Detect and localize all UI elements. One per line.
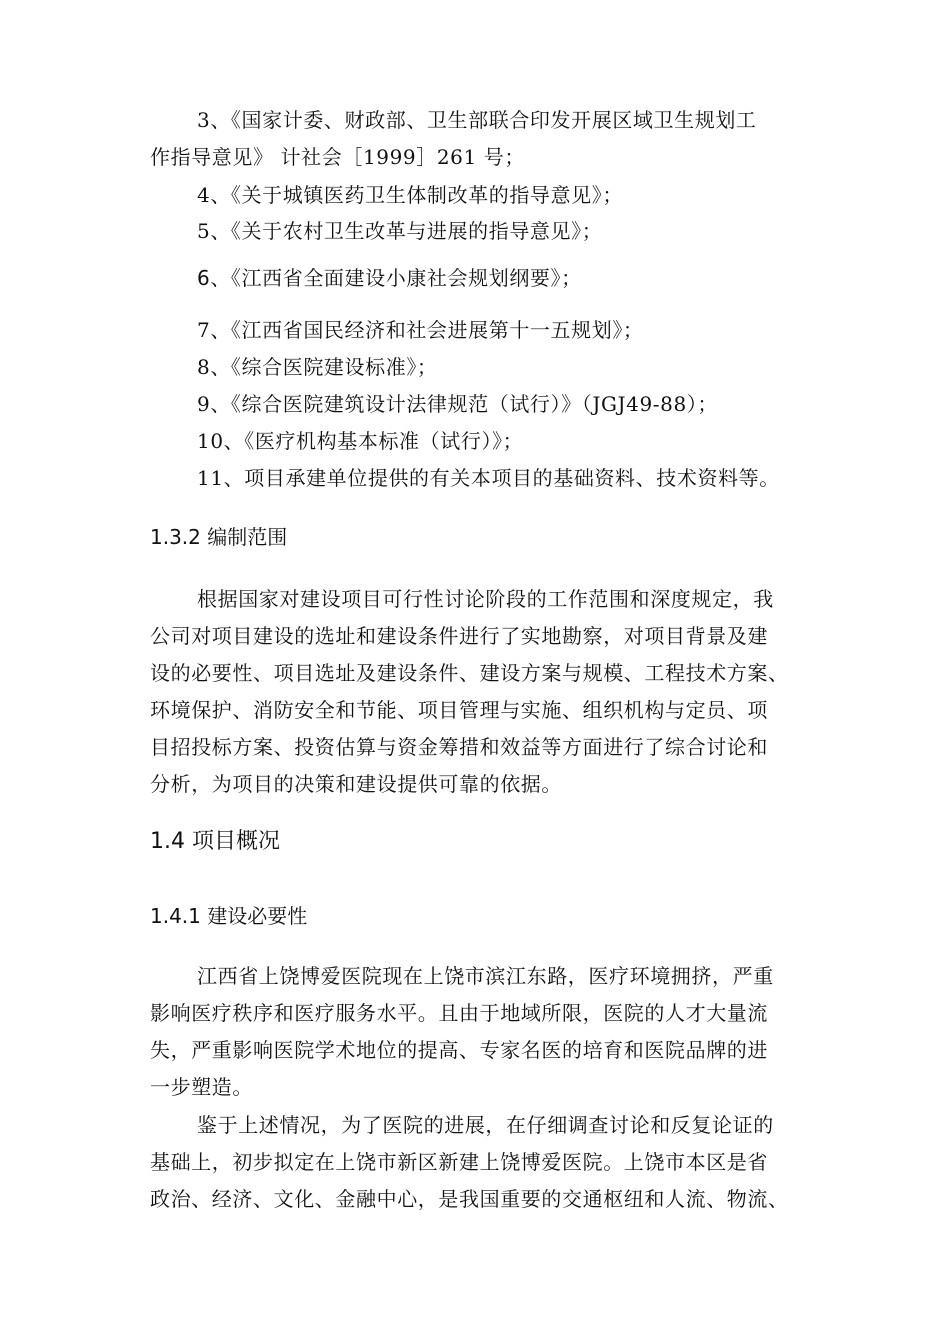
paragraph-line: 公司对项目建设的选址和建设条件进行了实地勘察，对项目背景及建 (150, 624, 768, 648)
reference-item-3: 3、《国家计委、财政部、卫生部联合印发开展区域卫生规划工 (197, 108, 757, 132)
paragraph-line: 政治、经济、文化、金融中心，是我国重要的交通枢纽和人流、物流、 (150, 1187, 789, 1211)
paragraph-line: 基础上，初步拟定在上饶市新区新建上饶博爱医院。上饶市本区是省 (150, 1150, 768, 1174)
paragraph-line: 分析，为项目的决策和建设提供可靠的依据。 (150, 772, 562, 796)
paragraph-line: 影响医疗秩序和医疗服务水平。且由于地域所限，医院的人才大量流 (150, 1001, 768, 1025)
reference-item-7: 7、《江西省国民经济和社会进展第十一五规划》； (197, 318, 644, 342)
reference-item-8: 8、《综合医院建设标准》； (197, 355, 438, 379)
reference-item-10: 10、《医疗机构基本标准（试行）》； (197, 429, 524, 453)
reference-item-4: 4、《关于城镇医药卫生体制改革的指导意见》； (197, 183, 623, 207)
paragraph-line: 环境保护、消防安全和节能、项目管理与实施、组织机构与定员、项 (150, 698, 768, 722)
paragraph-line: 一步塑造。 (150, 1075, 253, 1099)
section-heading-1-4: 1.4 项目概况 (150, 829, 280, 854)
paragraph-line: 江西省上饶博爱医院现在上饶市滨江东路，医疗环境拥挤，严重 (197, 964, 774, 988)
reference-item-9: 9、《综合医院建筑设计法律规范（试行）》（JGJ49-88）； (197, 392, 718, 416)
reference-item-11: 11、项目承建单位提供的有关本项目的基础资料、技术资料等。 (197, 466, 780, 490)
paragraph-line: 根据国家对建设项目可行性讨论阶段的工作范围和深度规定，我 (197, 587, 774, 611)
section-heading-1-3-2: 1.3.2 编制范围 (150, 525, 288, 549)
paragraph-line: 设的必要性、项目选址及建设条件、建设方案与规模、工程技术方案、 (150, 661, 789, 685)
reference-item-6: 6、《江西省全面建设小康社会规划纲要》； (197, 266, 582, 290)
paragraph-line: 失，严重影响医院学术地位的提高、专家名医的培育和医院品牌的进 (150, 1038, 768, 1062)
section-heading-1-4-1: 1.4.1 建设必要性 (150, 904, 308, 928)
reference-item-5: 5、《关于农村卫生改革与进展的指导意见》； (197, 219, 603, 243)
paragraph-line: 目招投标方案、投资估算与资金筹措和效益等方面进行了综合讨论和 (150, 735, 768, 759)
reference-item-3-continued: 作指导意见》 计社会［1999］261 号； (150, 145, 525, 169)
paragraph-line: 鉴于上述情况，为了医院的进展，在仔细调查讨论和反复论证的 (197, 1113, 774, 1137)
